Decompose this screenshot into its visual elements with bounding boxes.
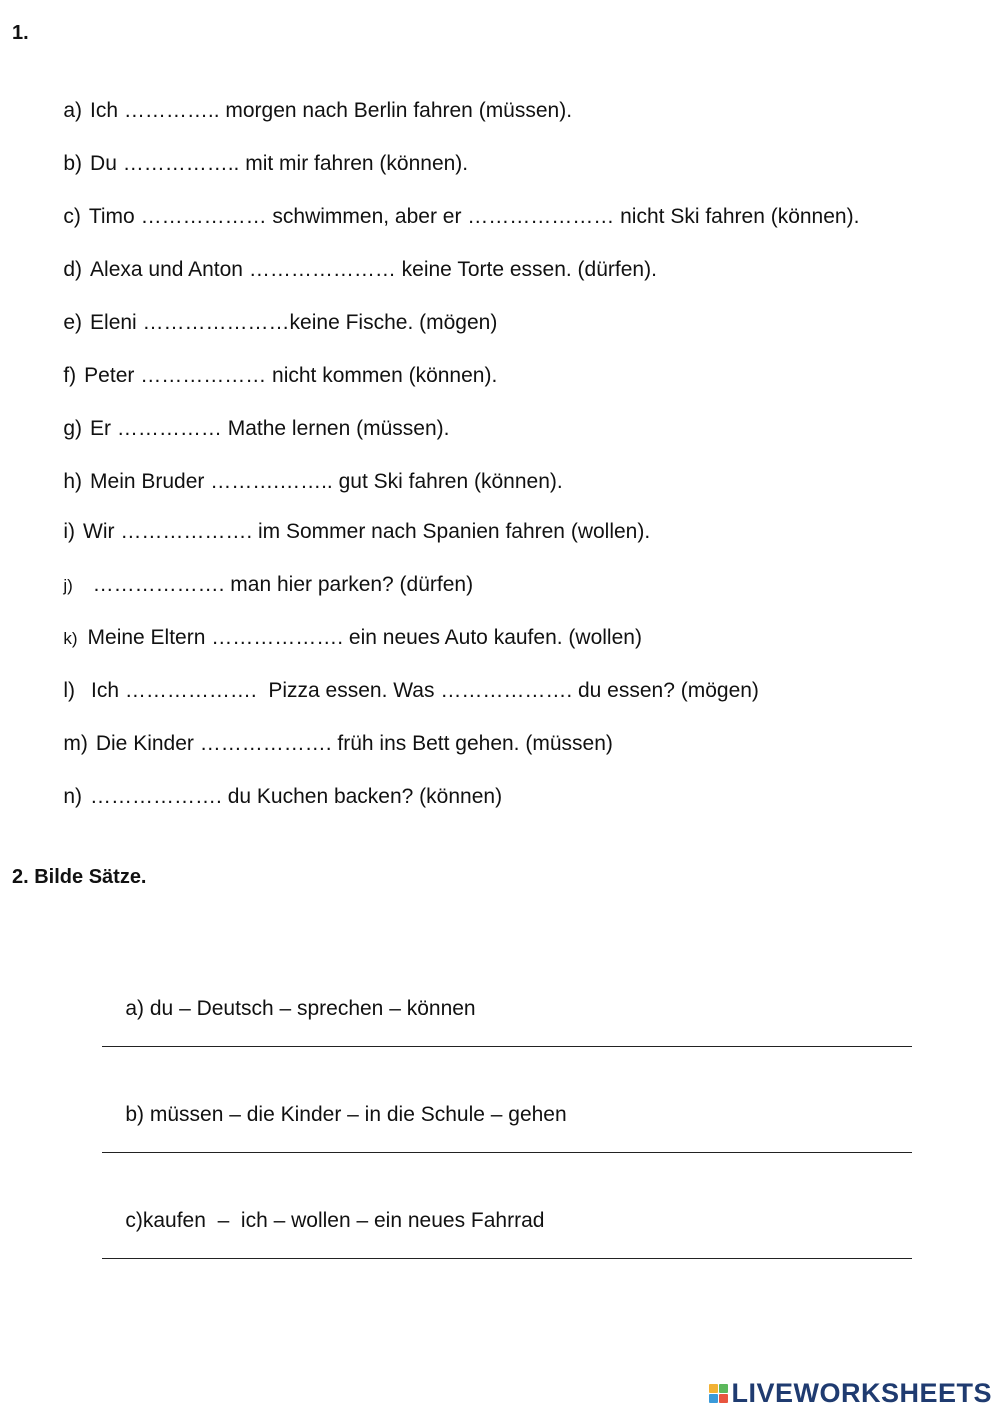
logo-square-yellow (709, 1384, 718, 1393)
item-text: Er …………… Mathe lernen (müssen). (90, 417, 450, 440)
item-label: k) (63, 629, 78, 648)
item-label: c) (63, 205, 81, 228)
brand-name: LIVEWORKSHEETS (731, 1378, 992, 1408)
logo-square-blue (709, 1394, 718, 1403)
item-text: Ich ………….. morgen nach Berlin fahren (müssen). (90, 99, 573, 122)
sentence-task-a (102, 970, 476, 1048)
item-text: Eleni …………………keine Fische. (mögen) (90, 311, 498, 334)
item-label: a) (63, 99, 83, 122)
exercise-item-n (40, 758, 502, 836)
item-label: j) (63, 576, 73, 595)
liveworksheets-logo (709, 1378, 992, 1409)
task-label: c) (125, 1209, 143, 1232)
task-text: müssen – die Kinder – in die Schule – gehen (149, 1103, 567, 1126)
item-text: ………………. man hier parken? (dürfen) (86, 573, 474, 596)
item-label: m) (63, 732, 88, 755)
item-label: e) (63, 311, 83, 334)
item-label: h) (63, 470, 83, 493)
logo-square-green (719, 1384, 728, 1393)
item-label: n) (63, 785, 83, 808)
item-label: d) (63, 258, 83, 281)
logo-square-red (719, 1394, 728, 1403)
item-text: Ich ………………. Pizza essen. Was ………………. du essen? (mögen) (91, 679, 759, 702)
item-label: i) (63, 520, 76, 543)
task-label: a) (125, 997, 145, 1020)
sentence-task-b (102, 1076, 567, 1154)
item-text: Die Kinder ………………. früh ins Bett gehen. (müssen) (95, 732, 613, 755)
item-text: Meine Eltern ………………. ein neues Auto kaufen. (wollen) (87, 626, 642, 649)
item-text: ………………. du Kuchen backen? (können) (90, 785, 503, 808)
item-label: f) (63, 364, 77, 387)
sentence-task-c (102, 1182, 544, 1260)
item-text: Du …………….. mit mir fahren (können). (90, 152, 469, 175)
task-text: kaufen – ich – wollen – ein neues Fahrrad (142, 1209, 545, 1232)
item-label: b) (63, 152, 83, 175)
liveworksheets-icon (709, 1384, 728, 1403)
item-text: Timo ……………… schwimmen, aber er ………………… nicht Ski fahren (können). (88, 205, 860, 228)
exercise-1-heading: 1. (12, 22, 29, 44)
answer-line-b[interactable] (102, 1152, 912, 1153)
exercise-2-heading: 2. Bilde Sätze. (12, 866, 147, 888)
task-text: du – Deutsch – sprechen – können (149, 997, 476, 1020)
answer-line-a[interactable] (102, 1046, 912, 1047)
item-text: Wir ………………. im Sommer nach Spanien fahren (wollen). (83, 520, 651, 543)
item-text: Peter ……………… nicht kommen (können). (84, 364, 498, 387)
answer-line-c[interactable] (102, 1258, 912, 1259)
item-label: l) (63, 679, 76, 702)
item-text: Alexa und Anton ………………… keine Torte essen. (dürfen). (90, 258, 657, 281)
task-label: b) (125, 1103, 145, 1126)
item-text: Mein Bruder ……….…….. gut Ski fahren (können). (90, 470, 563, 493)
item-label: g) (63, 417, 83, 440)
